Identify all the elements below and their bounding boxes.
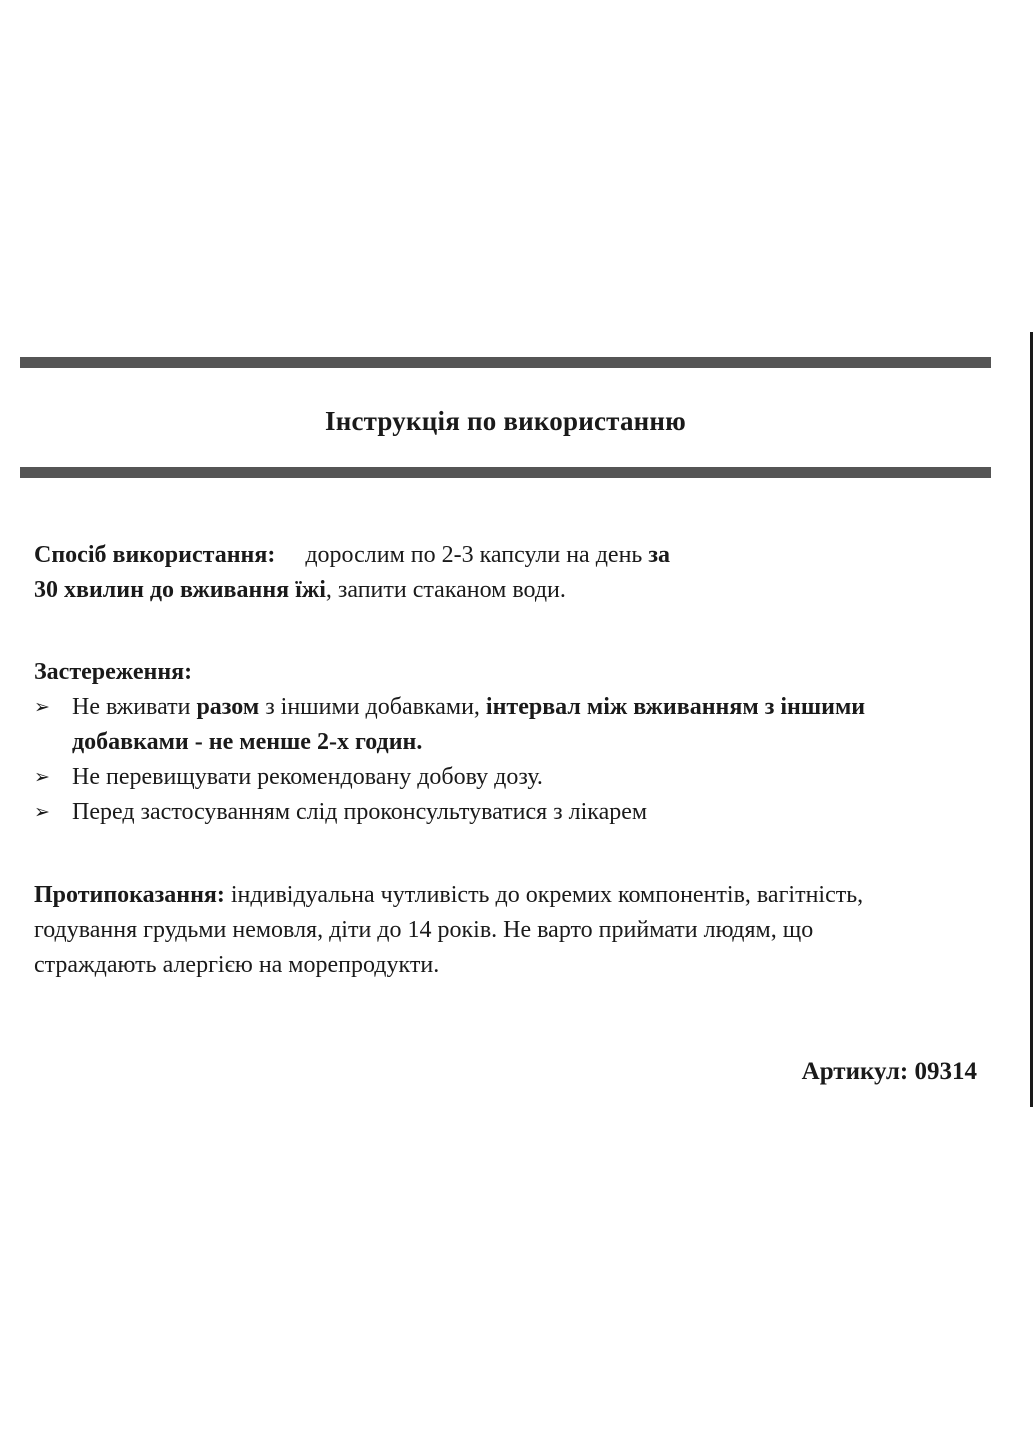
warning-bold-interval: інтервал між вживанням з іншими добавками - не менше 2-х годин.	[72, 694, 866, 755]
warning-bold-text: разом	[196, 694, 260, 720]
usage-text-end: , запити стаканом води.	[325, 577, 566, 603]
arrowhead-bullet-icon: ➢	[34, 766, 50, 788]
bottom-rule-bar	[20, 467, 991, 478]
warnings-section	[34, 655, 934, 830]
usage-section	[34, 538, 934, 608]
right-edge-line	[1030, 332, 1033, 1107]
article-number	[802, 1058, 977, 1086]
warning-item	[34, 795, 934, 830]
warning-item	[34, 760, 934, 795]
warning-text: Не перевищувати рекомендовану добову дозу.	[72, 764, 543, 790]
arrowhead-bullet-icon: ➢	[34, 801, 50, 823]
warnings-list	[34, 690, 934, 830]
article-value: 09314	[914, 1058, 977, 1085]
page-title: Інструкція по використанню	[324, 406, 686, 436]
top-rule-bar	[20, 357, 991, 368]
usage-bold-za: за	[648, 542, 671, 568]
warning-text: з іншими добавками,	[259, 694, 486, 720]
usage-bold-timing: 30 хвилин до вживання їжі	[34, 577, 326, 603]
contraindications-text: індивідуальна чутливість до окремих компонентів, вагітність, годування грудьми немовля, діти до 14 років. Не варто приймати людям, що страждають алергією на морепродукти.	[34, 882, 864, 978]
arrowhead-bullet-icon: ➢	[34, 696, 50, 718]
warnings-heading: Застереження:	[34, 659, 193, 685]
warning-item	[34, 690, 934, 760]
usage-label: Спосіб використання:	[34, 542, 276, 568]
contraindications-section	[34, 878, 894, 983]
warning-text: Перед застосуванням слід проконсультуватися з лікарем	[72, 799, 648, 825]
article-label: Артикул:	[801, 1058, 909, 1085]
warning-text: Не вживати	[72, 694, 197, 720]
contraindications-label: Протипоказання:	[34, 882, 225, 908]
usage-text: дорослим по 2-3 капсули на день	[305, 542, 643, 568]
